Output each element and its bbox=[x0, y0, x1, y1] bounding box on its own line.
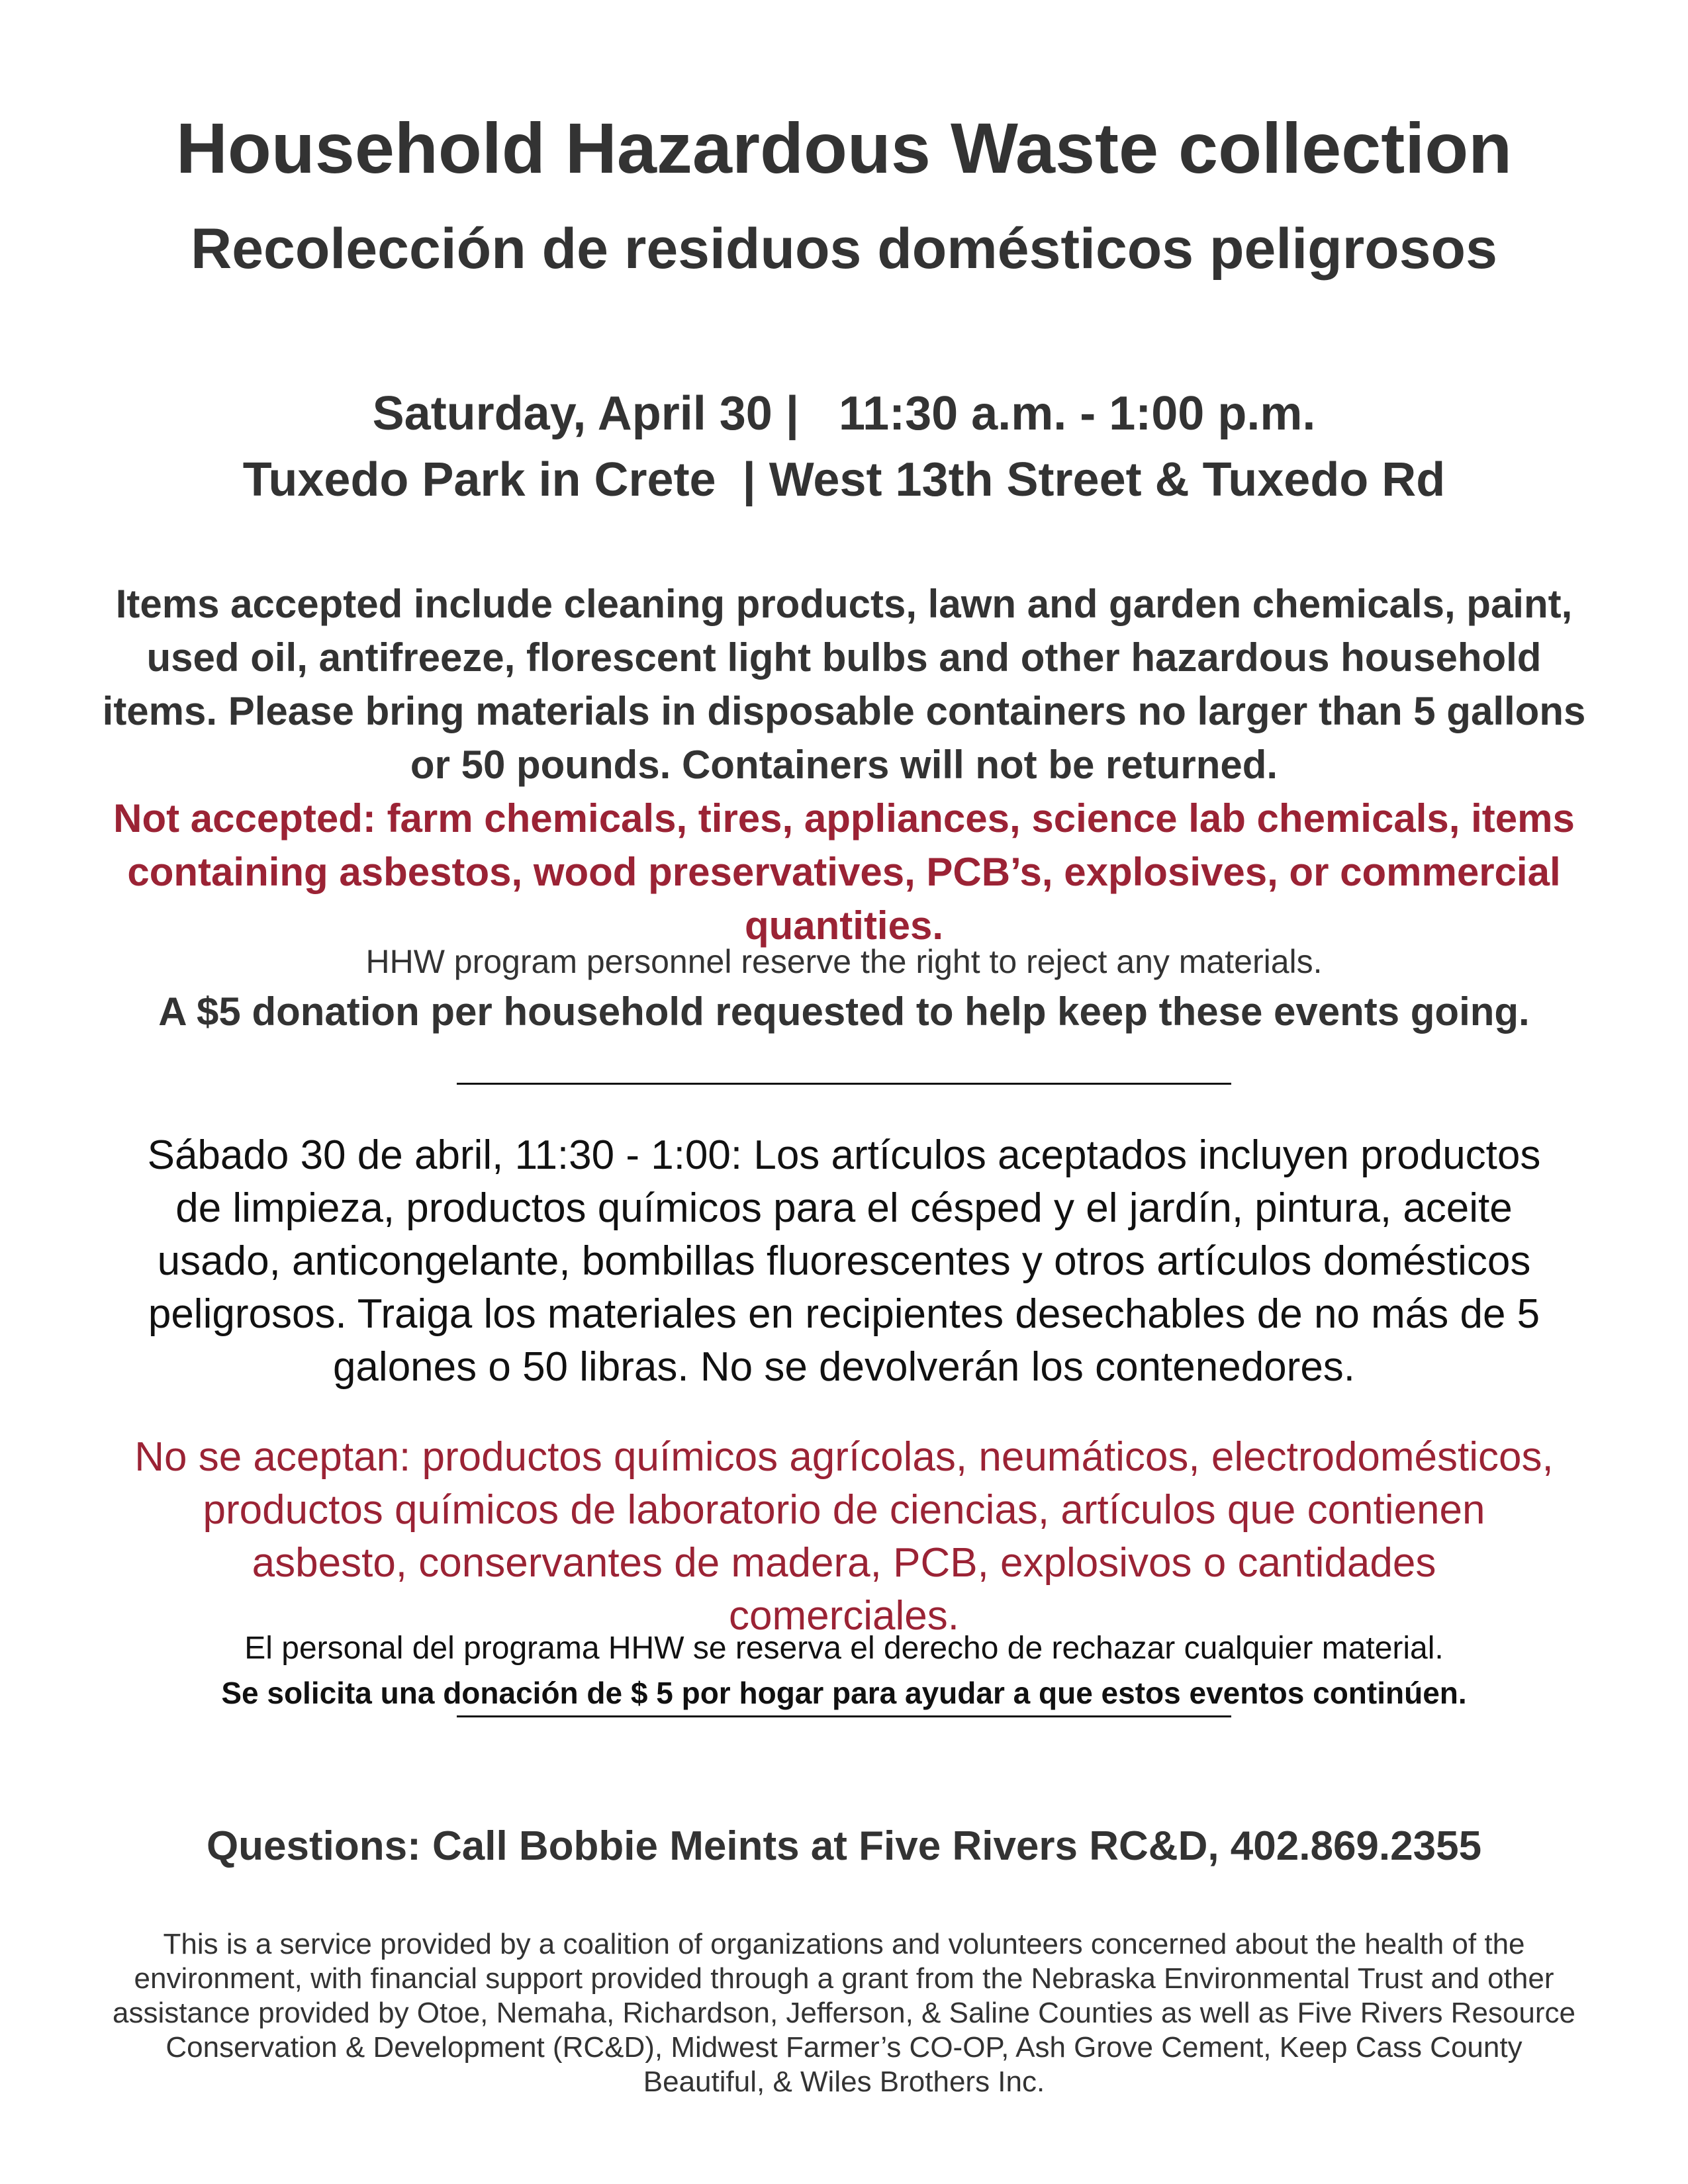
spanish-accepted-items: Sábado 30 de abril, 11:30 - 1:00: Los artículos aceptados incluyen productos de limpieza, productos químicos para el césped y el jardín, pintura, aceite usado, anticongelante, bombillas fluorescentes y otros artículos domésticos peligrosos. Traiga los materiales en recipientes desechables de no más de 5 galones o 50 libras. No se devolverán los contenedores. bbox=[147, 1132, 1541, 1390]
contact-questions: Questions: Call Bobbie Meints at Five Rivers RC&D, 402.869.2355 bbox=[206, 1823, 1482, 1869]
spanish-not-accepted-items: No se aceptan: productos químicos agrícolas, neumáticos, electrodomésticos, productos químicos de laboratorio de ciencias, artículos que contienen asbesto, conservantes de madera, PCB, explosivos o cantidades comerciales. bbox=[134, 1434, 1554, 1639]
spanish-reserve-notice: El personal del programa HHW se reserva el derecho de rechazar cualquier material. bbox=[244, 1631, 1444, 1666]
flyer-title: Household Hazardous Waste collection bbox=[175, 108, 1513, 188]
sponsor-footer: This is a service provided by a coalition of organizations and volunteers concerned about the health of the environment, with financial support provided through a grant from the Nebraska Environmental Trust and other assistance provided by Otoe, Nemaha, Richardson, Jefferson, & Saline Counties as well as Five Rivers Resource Conservation & Development (RC&D), Midwest Farmer’s CO-OP, Ash Grove Cement, Keep Cass County Beautiful, & Wiles Brothers Inc. bbox=[112, 1928, 1575, 2098]
section-divider bbox=[457, 1715, 1231, 1717]
spanish-donation-request: Se solicita una donación de $ 5 por hogar para ayudar a que estos eventos continúen. bbox=[221, 1676, 1467, 1710]
english-reserve-notice: HHW program personnel reserve the right to reject any materials. bbox=[365, 943, 1323, 980]
english-donation-request: A $5 donation per household requested to help keep these events going. bbox=[158, 989, 1530, 1034]
flyer-subtitle: Recolección de residuos domésticos peligrosos bbox=[191, 217, 1497, 281]
event-location: Tuxedo Park in Crete | West 13th Street & Tuxedo Rd bbox=[242, 453, 1446, 506]
english-accepted-items: Items accepted include cleaning products, lawn and garden chemicals, paint, used oil, antifreeze, florescent light bulbs and other hazardous household items. Please bring materials in disposable containers no larger than 5 gallons or 50 pounds. Containers will not be returned. bbox=[102, 582, 1586, 787]
event-datetime: Saturday, April 30 | 11:30 a.m. - 1:00 p.m. bbox=[372, 387, 1316, 440]
section-divider bbox=[457, 1083, 1231, 1085]
english-not-accepted-items: Not accepted: farm chemicals, tires, appliances, science lab chemicals, items containing asbestos, wood preservatives, PCB’s, explosives, or commercial quantities. bbox=[113, 796, 1575, 948]
